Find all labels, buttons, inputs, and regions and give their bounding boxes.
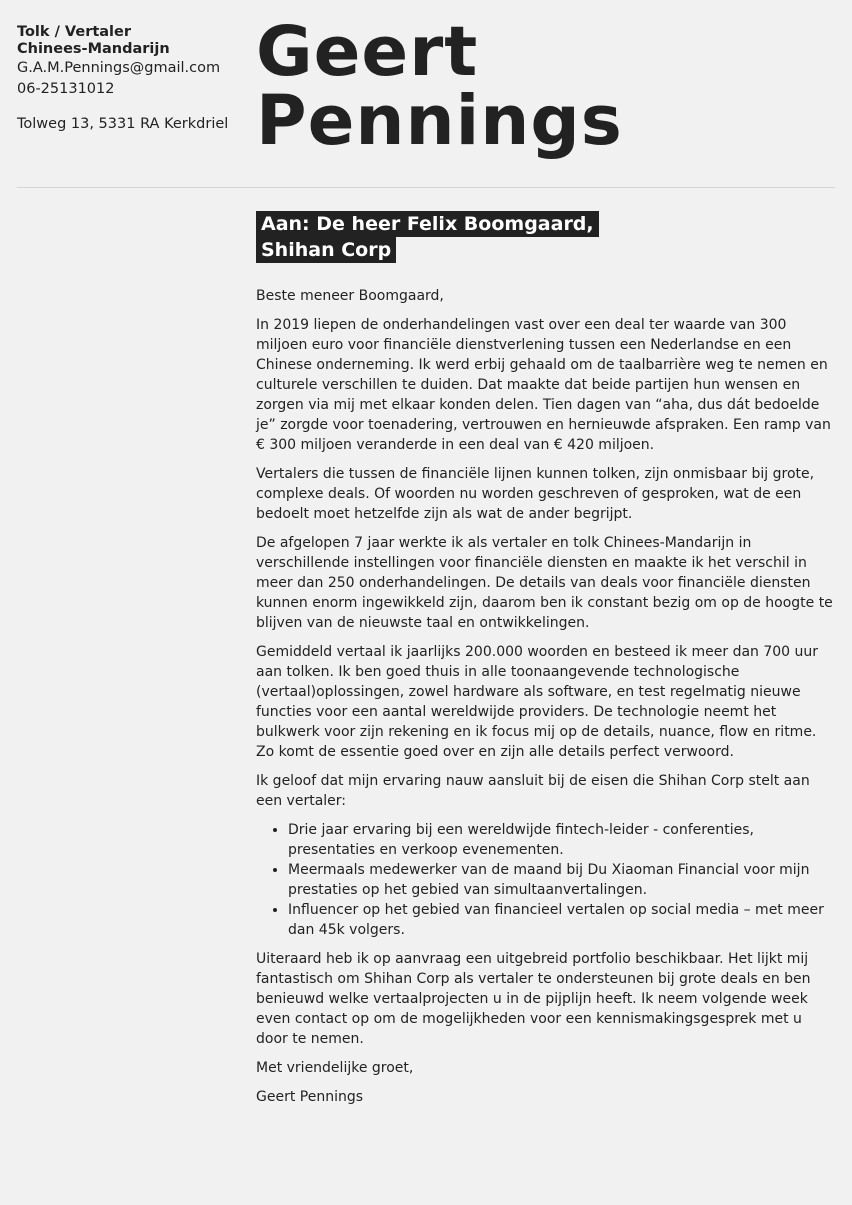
paragraph: De afgelopen 7 jaar werkte ik als vertaler en tolk Chinees-Mandarijn in verschillende instellingen voor financiële diensten en maakte ik het verschil in meer dan 250 onderhandelingen. De details van deals voor financiële diensten kunnen enorm ingewikkeld zijn, daarom ben ik constant bezig om op de hoogte te blijven van de nieuwste taal en ontwikkelingen. bbox=[256, 535, 833, 631]
email-address: G.A.M.Pennings@gmail.com bbox=[17, 60, 221, 76]
list-item: • Influencer op het gebied van financieel vertalen op social media – met meer dan 45k volgers. bbox=[288, 900, 838, 940]
contact-sidebar bbox=[17, 24, 242, 133]
job-title bbox=[17, 24, 242, 58]
job-title-line1: Tolk / Vertaler bbox=[17, 24, 132, 40]
last-name: Pennings bbox=[256, 81, 623, 161]
paragraph: Vertalers die tussen de financiële lijnen kunnen tolken, zijn onmisbaar bij grote, complexe deals. Of woorden nu worden geschreven of gesproken, wat de een bedoelt moet hetzelfde zijn als wat de ander begrijpt. bbox=[256, 466, 815, 522]
recipient-line2: Shihan Corp bbox=[256, 237, 396, 263]
sign-off: Met vriendelijke groet, bbox=[256, 1060, 414, 1076]
list-item: • Meermaals medewerker van de maand bij Du Xiaoman Financial voor mijn prestaties op het gebied van simultaanvertalingen. bbox=[288, 860, 838, 900]
applicant-name bbox=[256, 12, 623, 161]
recipient-block bbox=[256, 211, 599, 263]
paragraph: Gemiddeld vertaal ik jaarlijks 200.000 woorden en besteed ik meer dan 700 uur aan tolken. Ik ben goed thuis in alle toonaangevende technologische (vertaal)oplossingen, zowel hardware als software, en test regelmatig nieuwe functies voor een aantal wereldwijde providers. De technologie neemt het bulkwerk voor zijn rekening en ik focus mij op de details, nuance, flow en ritme. Zo komt de essentie goed over en zijn alle details perfect verwoord. bbox=[256, 644, 819, 760]
postal-address: Tolweg 13, 5331 RA Kerkdriel bbox=[17, 116, 229, 132]
list-item: • Drie jaar ervaring bij een wereldwijde fintech-leider - conferenties, presentaties en verkoop evenementen. bbox=[288, 820, 838, 860]
recipient-line1: Aan: De heer Felix Boomgaard, bbox=[256, 211, 599, 237]
closing-paragraph: Uiteraard heb ik op aanvraag een uitgebreid portfolio beschikbaar. Het lijkt mij fantastisch om Shihan Corp als vertaler te ondersteunen bij grote deals en ben benieuwd welke vertaalprojecten u in de pijplijn heeft. Ik neem volgende week even contact op om de mogelijkheden voor een kennismakingsgesprek met u door te nemen. bbox=[256, 951, 811, 1047]
job-title-line2: Chinees-Mandarijn bbox=[17, 41, 170, 57]
paragraph: Ik geloof dat mijn ervaring nauw aansluit bij de eisen die Shihan Corp stelt aan een vertaler: bbox=[256, 773, 810, 809]
salutation: Beste meneer Boomgaard, bbox=[256, 288, 444, 304]
paragraph: In 2019 liepen de onderhandelingen vast over een deal ter waarde van 300 miljoen euro voor financiële dienstverlening tussen een Nederlandse en een Chinese onderneming. Ik werd erbij gehaald om de taalbarrière weg te nemen en culturele verschillen te duiden. Dat maakte dat beide partijen hun wensen en zorgen via mij met elkaar konden delen. Tien dagen van “aha, dus dát bedoelde je” zorgde voor toenadering, vertrouwen en hernieuwde afspraken. Een ramp van € 300 miljoen veranderde in een deal van € 420 miljoen. bbox=[256, 317, 831, 453]
first-name: Geert bbox=[256, 12, 479, 92]
letter-body bbox=[256, 286, 838, 1116]
phone-number: 06-25131012 bbox=[17, 81, 115, 97]
signature: Geert Pennings bbox=[256, 1089, 364, 1105]
header-divider bbox=[17, 187, 835, 188]
qualification-list bbox=[256, 820, 838, 940]
